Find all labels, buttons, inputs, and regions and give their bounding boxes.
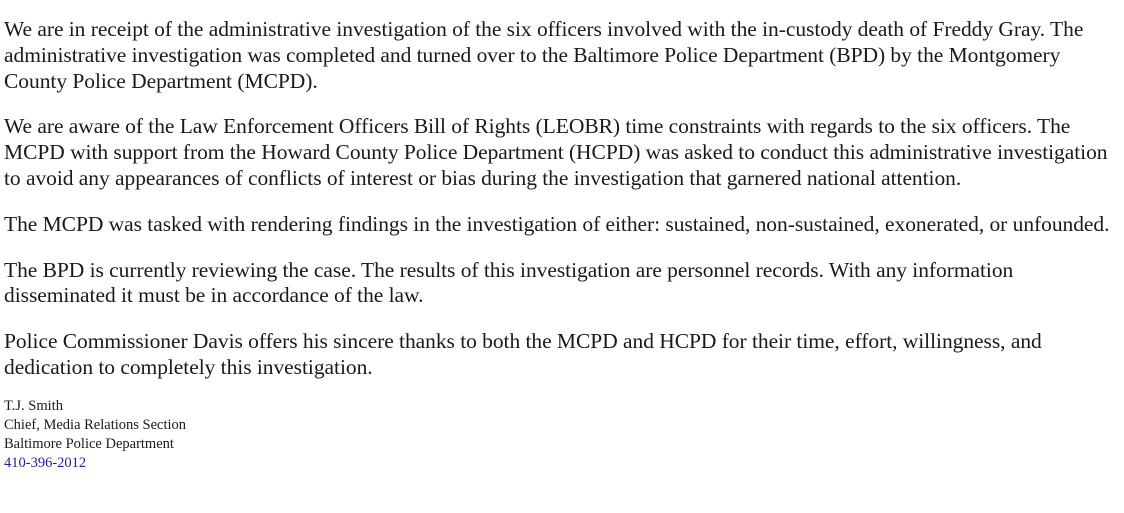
paragraph-findings: The MCPD was tasked with rendering findings in the investigation of either: sustained, non-sustained, exonerated, or unfounded. [4,211,1110,236]
signature-title: Chief, Media Relations Section [4,416,187,433]
paragraph-leobr: We are aware of the Law Enforcement Officers Bill of Rights (LEOBR) time constraints with regards to the six officers. The MCPD with support from the Howard County Police Department (HCPD) was asked to conduct this administrative investigation to avoid any appearances of conflicts of interest or bias during the investigation that garnered national attention. [4,114,1108,190]
paragraph-receipt: We are in receipt of the administrative investigation of the six officers involved with the in-custody death of Freddy Gray. The administrative investigation was completed and turned over to the Baltimore Police Department (BPD) by the Montgomery County Police Department (MCPD). [4,17,1084,93]
press-statement [4,17,1122,473]
signature-phone-link[interactable]: 410-396-2012 [4,454,87,471]
signature-organization: Baltimore Police Department [4,435,174,452]
signature-name: T.J. Smith [4,397,63,414]
paragraph-thanks: Police Commissioner Davis offers his sincere thanks to both the MCPD and HCPD for their time, effort, willingness, and dedication to completely this investigation. [4,329,1042,379]
signature-block [4,397,1122,473]
paragraph-review: The BPD is currently reviewing the case. The results of this investigation are personnel records. With any information disseminated it must be in accordance of the law. [4,257,1014,308]
